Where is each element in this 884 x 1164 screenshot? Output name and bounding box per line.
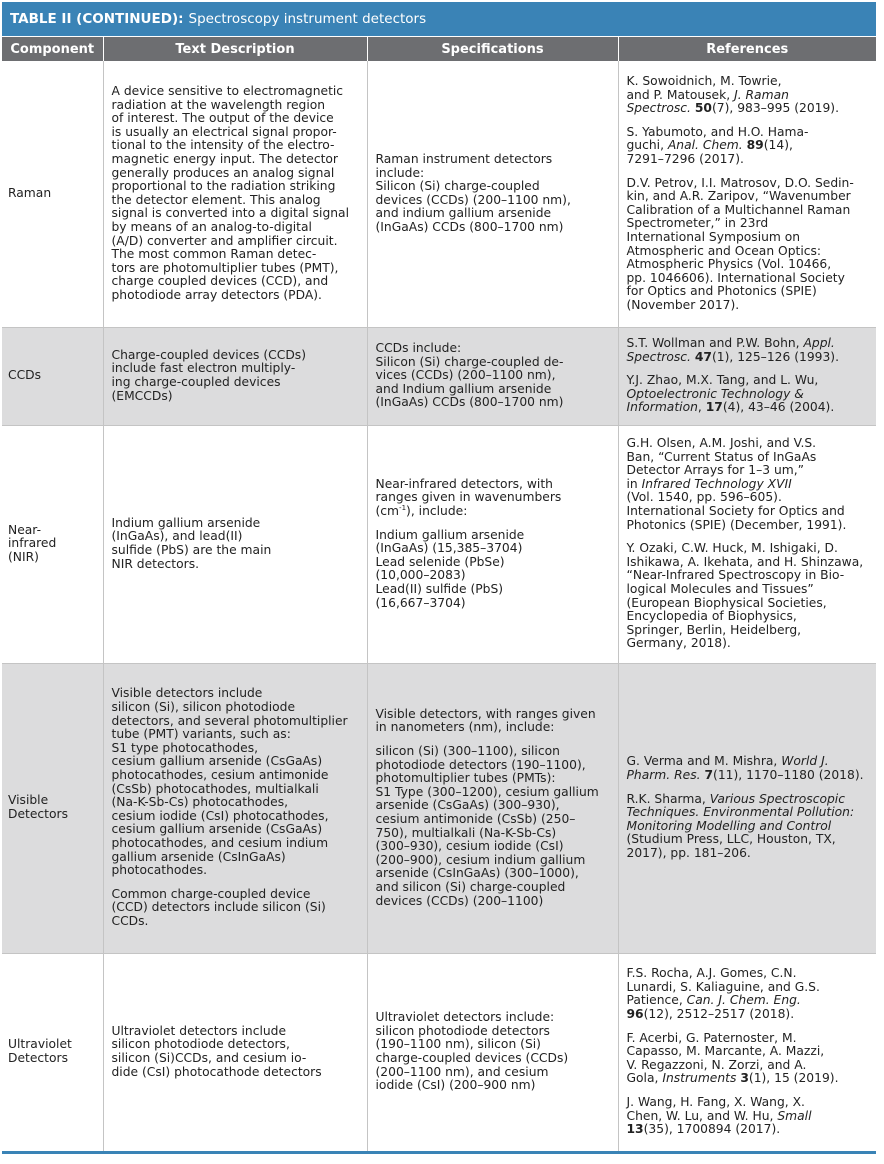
reference-text-line: G. Verma and M. Mishra, World J. (626, 754, 829, 769)
specifications-text-line: S1 Type (300–1200), cesium gallium (375, 784, 599, 799)
reference-text-line: Spectrosc. 47(1), 125–126 (1993). (626, 349, 840, 364)
reference-text-line: J. Wang, H. Fang, X. Wang, X. (626, 1094, 805, 1109)
component-text-paragraph (8, 369, 99, 383)
reference-text-line: “Near-Infrared Spectroscopy in Bio- (626, 568, 845, 583)
specifications-text-line: Visible detectors, with ranges given (375, 706, 596, 721)
specifications-text-line: Lead(II) sulfide (PbS) (375, 581, 504, 596)
description-text-line: the detector element. This analog (111, 192, 321, 207)
reference-text-line: Germany, 2018). (626, 636, 731, 651)
reference-text-line: Atmospheric and Ocean Optics: (626, 243, 822, 258)
description-text-line: cesium gallium arsenide (CsGaAs) (111, 822, 323, 837)
reference-text-line: logical Molecules and Tissues” (626, 581, 814, 596)
specifications-text-line: silicon photodiode detectors (375, 1023, 550, 1038)
table-row (2, 327, 876, 425)
reference-text-line: Spectrometer,” in 23rd (626, 216, 769, 231)
specifications-text-line: include: (375, 165, 425, 180)
description-text-line: Indium gallium arsenide (111, 515, 261, 530)
description-text-line: (Na-K-Sb-Cs) photocathodes, (111, 795, 289, 810)
table-title-text: Spectroscopy instrument detectors (188, 11, 427, 27)
specifications-text-paragraph (376, 745, 614, 908)
specifications-text-line: devices (CCDs) (200–1100 nm), (375, 192, 571, 207)
reference-text-line: (European Biophysical Societies, (626, 595, 827, 610)
reference-text-line: Capasso, M. Marcante, A. Mazzi, (626, 1044, 825, 1059)
reference-text-line: 96(12), 2512–2517 (2018). (626, 1007, 795, 1022)
reference-text-line: for Optics and Photonics (SPIE) (626, 284, 817, 299)
specifications-text-line: vices (CCDs) (200–1100 nm), (375, 368, 556, 383)
reference-text-paragraph (627, 793, 873, 861)
reference-text-line: Atmospheric Physics (Vol. 10466, (626, 257, 832, 272)
component-text-line: infrared (8, 536, 57, 551)
references-cell (618, 327, 876, 425)
description-text-line: photodiode array detectors (PDA). (111, 287, 322, 302)
reference-text-line: kin, and A.R. Zaripov, “Wavenumber (626, 189, 851, 204)
reference-text-line: Monitoring Modelling and Control (626, 818, 832, 833)
reference-text-line: Detector Arrays for 1–3 um,” (626, 463, 805, 478)
reference-text-line: Lunardi, S. Kaliaguine, and G.S. (626, 979, 820, 994)
description-text-line: S1 type photocathodes, (111, 740, 259, 755)
specifications-text-line: (200–1100 nm), and cesium (375, 1064, 549, 1079)
specifications-text-line: arsenide (CsGaAs) (300–930), (375, 798, 560, 813)
specifications-text-line: and silicon (Si) charge-coupled (375, 879, 566, 894)
component-text-line: Detectors (8, 807, 68, 821)
table-row (2, 61, 876, 327)
description-text-line: radiation at the wavelength region (111, 97, 326, 112)
specifications-text-line: (300–930), cesium iodide (CsI) (375, 839, 564, 854)
references-cell (618, 61, 876, 327)
reference-text-paragraph (627, 126, 873, 167)
description-text-line: The most common Raman detec- (111, 247, 317, 262)
description-text-line: Charge-coupled devices (CCDs) (111, 347, 306, 362)
description-cell (103, 61, 367, 327)
reference-text-line: R.K. Sharma, Various Spectroscopic (626, 791, 845, 806)
references-cell (618, 663, 876, 953)
reference-text-line: Gola, Instruments 3(1), 15 (2019). (626, 1071, 839, 1086)
specifications-cell (367, 61, 618, 327)
specifications-text-line: charge-coupled devices (CCDs) (375, 1051, 569, 1065)
specifications-text-line: Silicon (Si) charge-coupled de- (375, 354, 564, 369)
reference-text-paragraph (627, 1032, 873, 1086)
description-text-line: tube (PMT) variants, such as: (111, 727, 291, 742)
reference-text-line: Ban, “Current Status of InGaAs (626, 449, 817, 464)
specifications-text-line: Ultraviolet detectors include: (375, 1010, 555, 1025)
specifications-text-line: in nanometers (nm), include: (375, 720, 555, 735)
reference-text-line: 2017), pp. 181–206. (626, 845, 751, 860)
description-text-line: (CsSb) photocathodes, multialkali (111, 781, 319, 796)
specifications-cell (367, 327, 618, 425)
references-cell (618, 953, 876, 1151)
description-text-paragraph (112, 517, 363, 571)
reference-text-line: K. Sowoidnich, M. Towrie, (626, 74, 782, 88)
header-row (2, 37, 876, 61)
component-text-line: (NIR) (8, 549, 39, 564)
reference-text-line: 13(35), 1700894 (2017). (626, 1122, 781, 1137)
reference-text-line: (Vol. 1540, pp. 596–605). (626, 490, 782, 505)
reference-text-line: Ishikawa, A. Ikehata, and H. Shinzawa, (626, 554, 864, 569)
reference-text-line: Encyclopedia of Biophysics, (626, 609, 797, 624)
specifications-text-paragraph (376, 708, 614, 735)
component-text-paragraph (8, 794, 99, 821)
specifications-text-line: (InGaAs) (15,385–3704) (375, 541, 523, 556)
description-text-line: (EMCCDs) (111, 388, 173, 403)
component-text-line: CCDs (8, 368, 42, 383)
reference-text-paragraph (627, 1096, 873, 1137)
specifications-text-line: arsenide (CsInGaAs) (300–1000), (375, 866, 579, 881)
reference-text-line: pp. 1046606). International Society (626, 270, 845, 285)
description-text-line: NIR detectors. (111, 556, 200, 571)
specifications-text-line: (190–1100 nm), silicon (Si) (375, 1037, 541, 1052)
description-text-line: sulfide (PbS) are the main (111, 543, 272, 557)
description-text-line: generally produces an analog signal (111, 165, 335, 180)
specifications-text-line: devices (CCDs) (200–1100) (375, 893, 544, 908)
reference-text-line: Y.J. Zhao, M.X. Tang, and L. Wu, (626, 373, 819, 388)
description-text-line: photocathodes, and cesium indium (111, 835, 329, 850)
reference-text-line: in Infrared Technology XVII (626, 476, 792, 491)
specifications-text-line: and Indium gallium arsenide (375, 381, 552, 396)
reference-text-line: (Studium Press, LLC, Houston, TX, (626, 832, 836, 847)
specifications-text-line: Near-infrared detectors, with (375, 476, 553, 491)
description-text-line: Common charge-coupled device (111, 886, 311, 901)
component-cell (2, 425, 103, 663)
reference-text-line: Springer, Berlin, Heidelberg, (626, 622, 802, 637)
description-text-paragraph (112, 687, 363, 877)
component-text-line: Near- (8, 522, 42, 537)
description-text-line: ing charge-coupled devices (111, 375, 281, 389)
reference-text-line: Information, 17(4), 43–46 (2004). (626, 400, 835, 415)
description-cell (103, 663, 367, 953)
reference-text-line: guchi, Anal. Chem. 89(14), (626, 138, 793, 153)
description-text-line: photocathodes, cesium antimonide (111, 768, 329, 783)
reference-text-line: Spectrosc. 50(7), 983–995 (2019). (626, 101, 840, 116)
reference-text-paragraph (627, 177, 873, 313)
description-text-paragraph (112, 349, 363, 403)
reference-text-line: Optoelectronic Technology & (626, 386, 804, 401)
reference-text-line: and P. Matousek, J. Raman (626, 87, 789, 102)
reference-text-line: Y. Ozaki, C.W. Huck, M. Ishigaki, D. (626, 541, 838, 556)
description-cell (103, 425, 367, 663)
description-text-line: dide (CsI) photocathode detectors (111, 1064, 322, 1079)
description-text-line: signal is converted into a digital signal (111, 206, 350, 221)
specifications-text-line: Indium gallium arsenide (375, 527, 525, 542)
specifications-text-line: (10,000–2083) (375, 568, 466, 583)
description-text-line: cesium iodide (CsI) photocathodes, (111, 808, 329, 823)
specifications-text-line: and indium gallium arsenide (375, 206, 552, 221)
description-text-line: (CCD) detectors include silicon (Si) (111, 900, 326, 915)
reference-text-line: Pharm. Res. 7(11), 1170–1180 (2018). (626, 768, 864, 783)
reference-text-paragraph (627, 75, 873, 116)
specifications-text-line: iodide (CsI) (200–900 nm) (375, 1078, 536, 1093)
specifications-text-line: photomultiplier tubes (PMTs): (375, 771, 556, 786)
reference-text-line: International Society for Optics and (626, 504, 845, 519)
reference-text-paragraph (627, 755, 873, 782)
description-text-paragraph (112, 85, 363, 303)
reference-text-line: Techniques. Environmental Pollution: (626, 805, 855, 820)
specifications-text-line: $(cm^{-1})$, include: (375, 503, 468, 519)
description-text-line: A device sensitive to electromagnetic (111, 84, 344, 98)
reference-text-line: (November 2017). (626, 297, 740, 312)
description-text-line: silicon (Si), silicon photodiode (111, 700, 296, 715)
table-row (2, 663, 876, 953)
description-text-line: of interest. The output of the device (111, 111, 334, 126)
component-text-paragraph (8, 524, 99, 565)
reference-text-line: Photonics (SPIE) (December, 1991). (626, 517, 847, 532)
specifications-cell (367, 663, 618, 953)
header-specifications: Specifications (367, 37, 618, 61)
description-text-line: magnetic energy input. The detector (111, 151, 338, 166)
reference-text-line: 7291–7296 (2017). (626, 151, 744, 166)
component-text-paragraph (8, 187, 99, 201)
specifications-cell (367, 953, 618, 1151)
description-text-line: silicon photodiode detectors, (111, 1037, 290, 1052)
specifications-text-line: Lead selenide (PbSe) (375, 554, 505, 569)
component-cell (2, 61, 103, 327)
table-title-bar (2, 2, 876, 36)
component-text-line: Raman (8, 185, 52, 200)
description-cell (103, 327, 367, 425)
specifications-text-line: cesium antimonide (CsSb) (250– (375, 812, 576, 826)
description-text-line: proportional to the radiation striking (111, 179, 336, 194)
description-text-line: photocathodes. (111, 863, 208, 878)
reference-text-line: V. Regazzoni, N. Zorzi, and A. (626, 1057, 807, 1072)
reference-text-paragraph (627, 542, 873, 651)
specifications-text-line: silicon (Si) (300–1100), silicon (375, 744, 560, 759)
reference-text-paragraph (627, 437, 873, 532)
description-text-line: CCDs. (111, 913, 149, 928)
description-text-line: (InGaAs), and lead(II) (111, 529, 243, 544)
reference-text-line: S. Yabumoto, and H.O. Hama- (626, 124, 809, 139)
specifications-text-paragraph (376, 153, 614, 235)
description-text-line: is usually an electrical signal propor- (111, 124, 337, 139)
specifications-text-line: CCDs include: (375, 341, 462, 356)
description-text-paragraph (112, 1025, 363, 1079)
header-component: Component (2, 37, 103, 61)
reference-text-line: Patience, Can. J. Chem. Eng. (626, 993, 801, 1008)
description-text-line: tional to the intensity of the electro- (111, 138, 335, 153)
specifications-text-paragraph (376, 478, 614, 519)
specifications-text-line: Silicon (Si) charge-coupled (375, 179, 540, 194)
specifications-text-line: (InGaAs) CCDs (800–1700 nm) (375, 219, 564, 234)
table-title-label: TABLE II (CONTINUED): (10, 11, 184, 27)
specifications-text-line: Raman instrument detectors (375, 151, 553, 166)
specifications-text-line: (InGaAs) CCDs (800–1700 nm) (375, 395, 564, 410)
specifications-text-line: ranges given in wavenumbers (375, 490, 562, 505)
specifications-text-line: photodiode detectors (190–1100), (375, 757, 586, 772)
reference-text-line: G.H. Olsen, A.M. Joshi, and V.S. (626, 436, 817, 451)
reference-text-paragraph (627, 374, 873, 415)
description-text-line: charge coupled devices (CCD), and (111, 274, 329, 289)
description-text-line: cesium gallium arsenide (CsGaAs) (111, 754, 323, 769)
reference-text-line: International Symposium on (626, 229, 801, 244)
specifications-text-paragraph (376, 529, 614, 611)
component-cell (2, 327, 103, 425)
description-text-line: by means of an analog-to-digital (111, 219, 312, 234)
component-text-paragraph (8, 1038, 99, 1065)
description-text-line: tors are photomultiplier tubes (PMT), (111, 260, 339, 275)
specifications-text-paragraph (376, 342, 614, 410)
specifications-text-paragraph (376, 1011, 614, 1093)
reference-text-line: Chen, W. Lu, and W. Hu, Small (626, 1108, 812, 1123)
references-cell (618, 425, 876, 663)
description-text-line: Ultraviolet detectors include (111, 1023, 287, 1038)
description-text-line: detectors, and several photomultiplier (111, 713, 348, 728)
specifications-cell (367, 425, 618, 663)
bottom-rule (2, 1151, 876, 1154)
component-cell (2, 953, 103, 1151)
description-text-line: Visible detectors include (111, 686, 263, 701)
reference-text-line: D.V. Petrov, I.I. Matrosov, D.O. Sedin- (626, 175, 854, 190)
description-text-line: include fast electron multiply- (111, 361, 296, 376)
component-cell (2, 663, 103, 953)
description-text-line: gallium arsenide (CsInGaAs) (111, 849, 286, 864)
reference-text-line: F. Acerbi, G. Paternoster, M. (626, 1030, 797, 1045)
header-text-description: Text Description (103, 37, 367, 61)
detectors-table (2, 37, 876, 1152)
description-text-paragraph (112, 888, 363, 929)
table-row (2, 953, 876, 1151)
component-text-line: Visible (8, 793, 49, 808)
specifications-text-line: (200–900), cesium indium gallium (375, 852, 586, 867)
table-row (2, 425, 876, 663)
description-text-line: (A/D) converter and amplifier circuit. (111, 233, 338, 248)
reference-text-line: Calibration of a Multichannel Raman (626, 202, 851, 217)
header-references: References (618, 37, 876, 61)
component-text-line: Ultraviolet (8, 1037, 72, 1052)
description-text-line: silicon (Si)CCDs, and cesium io- (111, 1051, 307, 1065)
reference-text-line: S.T. Wollman and P.W. Bohn, Appl. (626, 336, 835, 351)
description-cell (103, 953, 367, 1151)
reference-text-paragraph (627, 967, 873, 1021)
reference-text-line: F.S. Rocha, A.J. Gomes, C.N. (626, 966, 797, 981)
specifications-text-line: 750), multialkali (Na-K-Sb-Cs) (375, 825, 557, 840)
component-text-line: Detectors (8, 1051, 68, 1065)
specifications-text-line: (16,667–3704) (375, 595, 466, 610)
reference-text-paragraph (627, 337, 873, 364)
